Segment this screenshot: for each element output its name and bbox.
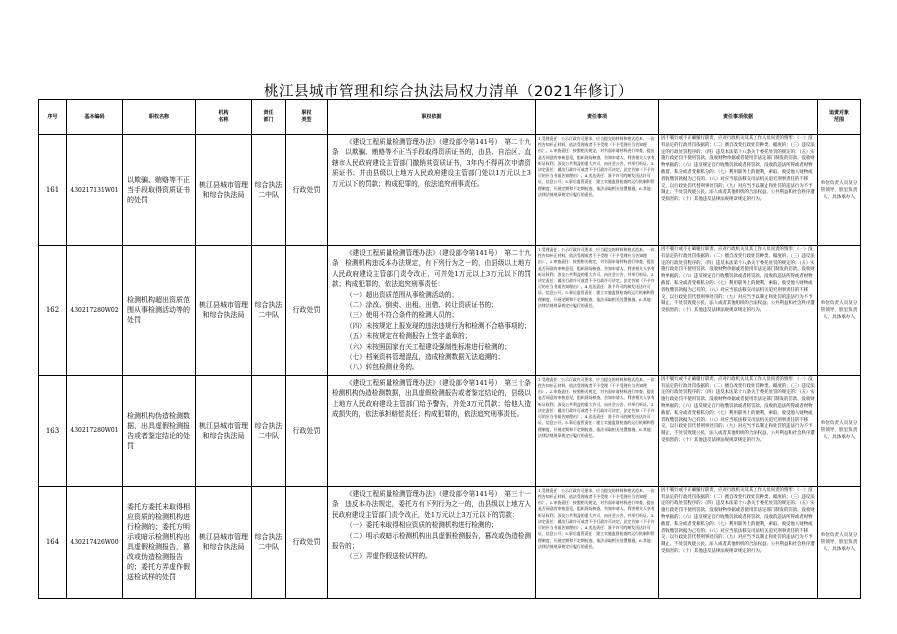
basis-line: （二）涂改、倒卖、出租、出借、转让资质证书的；: [346, 301, 498, 310]
cell-duty-basis: 因不履行或不正确履行职责，应对行政机关及其工作人员问责的情形：（一）没有法定的行政处罚依据的；（二）擅自改变行政处罚种类、幅度的；（三）违反法定的行政处罚程序的；（四）违反本法第十八条关于委托处罚的规定的；（五）实施行政处罚不使用罚款、没收财物单据或者使用非法定部门制发的罚款、没收财物单据的；（六）违反规定自行收缴罚款或者将罚款、没收的违法所得或者财物截留、私分或者变相私分的；（七）利用职务上的便利，索取、收受他人财物或者收缴罚款据为己有的；（八）对应当依法移交司法机关追究刑事责任的不移交，以行政处罚代替刑事处罚的；（九）对应当予以制止和处罚的违法行为不予制止、不处罚致使公民、法人或者其他组织的合法权益、公共利益和社会秩序遭受损害的；（十）其他违反法律法规规章规定的行为。: [659, 375, 818, 486]
basis-line: （六）未按照国家有关工程建设强制性标准进行检测的；: [346, 342, 511, 351]
cell-basis: [328, 246, 536, 376]
cell-org: 桃江县城市管理和综合执法局: [196, 375, 252, 486]
cell-seq: 164: [39, 486, 67, 598]
cell-code: 430217131W01: [67, 135, 123, 246]
cell-duty-basis: 因不履行或不正确履行职责，应对行政机关及其工作人员问责的情形：（一）没有法定的行政处罚依据的；（二）擅自改变行政处罚种类、幅度的；（三）违反法定的行政处罚程序的；（四）违反本法第十八条关于委托处罚的规定的；（五）实施行政处罚不使用罚款、没收财物单据或者使用非法定部门制发的罚款、没收财物单据的；（六）违反规定自行收缴罚款或者将罚款、没收的违法所得或者财物截留、私分或者变相私分的；（七）利用职务上的便利，索取、收受他人财物或者收缴罚款据为己有的；（八）对应当依法移交司法机关追究刑事责任的不移交，以行政处罚代替刑事处罚的；（九）对应当予以制止和处罚的违法行为不予制止、不处罚致使公民、法人或者其他组织的合法权益、公共利益和社会秩序遭受损害的；（十）其他违反法律法规规章规定的行为。: [659, 246, 818, 376]
cell-org: 桃江县城市管理和综合执法局: [196, 246, 252, 376]
cell-name: 检测机构伪造检测数据，出具虚假检测报告或者鉴定结论的处罚: [123, 375, 196, 486]
cell-dept: 综合执法二中队: [252, 486, 286, 598]
header-type: 职权 类型: [286, 100, 328, 135]
basis-line: （八）转包检测业务的。: [346, 363, 419, 372]
cell-org: 桃江县城市管理和综合执法局: [196, 135, 252, 246]
basis-line: 《建设工程质量检测管理办法》（建设部令第141号） 第二十九条 检测机构违反本办法规定，有下列行为之一的，由县级以上地方人民政府建设主管部门责令改正，可并处1万元以上3万元以下的罚款；构成犯罪的，依法追究刑事责任：: [332, 249, 531, 289]
header-duty: 责任事项: [536, 100, 659, 135]
page-title: 桃江县城市管理和综合执法局权力清单（2021年修订）: [264, 84, 633, 100]
cell-code: 430217280W01: [67, 375, 123, 486]
cell-org: 桃江县城市管理和综合执法局: [196, 486, 252, 598]
table-header-row: [39, 100, 861, 135]
header-basis: 职权依据: [328, 100, 536, 135]
cell-subject: 单位负责人员及分管领导、股室负责人、具体承办人: [818, 486, 861, 598]
cell-basis: [328, 135, 536, 246]
header-code: 基本编码: [67, 100, 123, 135]
table-row: [39, 375, 861, 486]
cell-type: 行政处罚: [286, 246, 328, 376]
basis-line: （三）弄虚作假送检试样的。: [346, 552, 432, 561]
cell-duty: 1.受理责任：公示行政许可要求、应当提交的材料和格式范本，一次性告知补正材料，依法受理或者不予受理（不予受理应当告知理由）。2.审查责任：按照相关规定，对书面申请材料进行审查，提出是否同意的审核意见，组织现场核查，告知申请人、利害相关人享有听证权利；涉及公共利益的重大许可，向社会公告，并举行听证。3.决定责任：做出行政许可或者不予行政许可决定，法定告知（不予许可的应当书面告知理由）。4.送达责任：准予许可的制发送达许可证，信息公开。5.事后监管责任：建立实施监督检查的运行机制和管理制度，开展定期和不定期检查，依法采取相关处置措施。6.其他：法律法规规章规定应履行的责任。: [536, 135, 659, 246]
cell-name: 委托方委托未取得相应资质的检测机构进行检测的；委托方明示或暗示检测机构出具虚假检测报告，篡改或伪造检测报告的；委托方弄虚作假送检试样的处罚: [123, 486, 196, 598]
basis-line: （五）未按规定在检测报告上签字盖章的；: [346, 332, 472, 341]
basis-line: 《建设工程质量检测管理办法》（建设部令第141号） 第二十九条 以欺骗、贿赂等不正当手段取得资质证书的，由县、自治区、直辖市人民政府建设主管部门撤销其资质证书，3年内不得再次申请资质证书；并由县级以上地方人民政府建设主管部门处以1万元以上3万元以下的罚款；构成犯罪的，依法追究刑事责任。: [332, 138, 531, 188]
cell-subject: 单位负责人员及分管领导、股室负责人、具体承办人: [818, 375, 861, 486]
cell-duty: 1.受理责任：公示行政许可要求、应当提交的材料和格式范本，一次性告知补正材料，依法受理或者不予受理（不予受理应当告知理由）。2.审查责任：按照相关规定，对书面申请材料进行审查，提出是否同意的审核意见，组织现场核查，告知申请人、利害相关人享有听证权利；涉及公共利益的重大许可，向社会公告，并举行听证。3.决定责任：做出行政许可或者不予行政许可决定，法定告知（不予许可的应当书面告知理由）。4.送达责任：准予许可的制发送达许可证，信息公开。5.事后监管责任：建立实施监督检查的运行机制和管理制度，开展定期和不定期检查，依法采取相关处置措施。6.其他：法律法规规章规定应履行的责任。: [536, 375, 659, 486]
cell-basis: [328, 375, 536, 486]
basis-line: （一）超出资质范围从事检测活动的；: [346, 290, 459, 299]
cell-duty-basis: 因不履行或不正确履行职责，应对行政机关及其工作人员问责的情形：（一）没有法定的行政处罚依据的；（二）擅自改变行政处罚种类、幅度的；（三）违反法定的行政处罚程序的；（四）违反本法第十八条关于委托处罚的规定的；（五）实施行政处罚不使用罚款、没收财物单据或者使用非法定部门制发的罚款、没收财物单据的；（六）违反规定自行收缴罚款或者将罚款、没收的违法所得或者财物截留、私分或者变相私分的；（七）利用职务上的便利，索取、收受他人财物或者收缴罚款据为己有的；（八）对应当依法移交司法机关追究刑事责任的不移交，以行政处罚代替刑事处罚的；（九）对应当予以制止和处罚的违法行为不予制止、不处罚致使公民、法人或者其他组织的合法权益、公共利益和社会秩序遭受损害的；（十）其他违反法律法规规章规定的行为。: [659, 486, 818, 598]
cell-type: 行政处罚: [286, 486, 328, 598]
cell-duty: 1.受理责任：公示行政许可要求、应当提交的材料和格式范本，一次性告知补正材料，依法受理或者不予受理（不予受理应当告知理由）。2.审查责任：按照相关规定，对书面申请材料进行审查，提出是否同意的审核意见，组织现场核查，告知申请人、利害相关人享有听证权利；涉及公共利益的重大许可，向社会公告，并举行听证。3.决定责任：做出行政许可或者不予行政许可决定，法定告知（不予许可的应当书面告知理由）。4.送达责任：准予许可的制发送达许可证，信息公开。5.事后监管责任：建立实施监督检查的运行机制和管理制度，开展定期和不定期检查，依法采取相关处置措施。6.其他：法律法规规章规定应履行的责任。: [536, 486, 659, 598]
basis-line: 《建设工程质量检测管理办法》（建设部令第141号） 第三十一条 违反本办法规定，委托方有下列行为之一的，由县级以上地方人民政府建设主管部门责令改正，处1万元以上3万元以下的罚款：: [332, 489, 531, 519]
header-dept: 责任 部门: [252, 100, 286, 135]
power-list-table: [38, 99, 861, 599]
cell-dept: 综合执法二中队: [252, 246, 286, 376]
cell-duty: 1.受理责任：公示行政许可要求、应当提交的材料和格式范本，一次性告知补正材料，依法受理或者不予受理（不予受理应当告知理由）。2.审查责任：按照相关规定，对书面申请材料进行审查，提出是否同意的审核意见，组织现场核查，告知申请人、利害相关人享有听证权利；涉及公共利益的重大许可，向社会公告，并举行听证。3.决定责任：做出行政许可或者不予行政许可决定，法定告知（不予许可的应当书面告知理由）。4.送达责任：准予许可的制发送达许可证，信息公开。5.事后监管责任：建立实施监督检查的运行机制和管理制度，开展定期和不定期检查，依法采取相关处置措施。6.其他：法律法规规章规定应履行的责任。: [536, 246, 659, 376]
cell-code: 430217426W00: [67, 486, 123, 598]
cell-name: 检测机构超出资质范围从事检测活动等的处罚: [123, 246, 196, 376]
cell-type: 行政处罚: [286, 375, 328, 486]
cell-subject: 单位负责人员及分管领导、股室负责人、具体承办人: [818, 246, 861, 376]
basis-line: （七）档案资料管理混乱，造成检测数据无法追溯的；: [346, 353, 505, 362]
basis-line: （二）明示或暗示检测机构出具虚假检测报告，篡改或伪造检测报告的；: [332, 531, 531, 550]
table-row: [39, 135, 861, 246]
header-org: 机构 名称: [196, 100, 252, 135]
header-seq: 序号: [39, 100, 67, 135]
cell-basis: [328, 486, 536, 598]
cell-seq: 162: [39, 246, 67, 376]
basis-line: （一）委托未取得相应资质的检测机构进行检测的；: [346, 521, 498, 530]
cell-dept: 综合执法二中队: [252, 135, 286, 246]
basis-line: （三）使用不符合条件的检测人员的；: [346, 311, 459, 320]
table-row: [39, 486, 861, 598]
cell-subject: 单位负责人员及分管领导、股室负责人、具体承办人: [818, 135, 861, 246]
header-subject: 追责对象 范围: [818, 100, 861, 135]
header-duty-basis: 责任事项依据: [659, 100, 818, 135]
basis-line: （四）未按规定上报发现的违法违规行为和检测不合格事项的；: [346, 321, 531, 330]
cell-seq: 163: [39, 375, 67, 486]
header-name: 职权名称: [123, 100, 196, 135]
cell-name: 以欺骗、贿赂等不正当手段取得资质证书的处罚: [123, 135, 196, 246]
cell-type: 行政处罚: [286, 135, 328, 246]
table-row: [39, 246, 861, 376]
cell-dept: 综合执法二中队: [252, 375, 286, 486]
basis-line: 《建设工程质量检测管理办法》（建设部令第141号） 第三十条 检测机构伪造检测数据，出具虚假检测报告或者鉴定结论的，县级以上地方人民政府建设主管部门给予警告，并处3万元罚款；给他人造成损失的，依法承担赔偿责任；构成犯罪的，依法追究刑事责任。: [332, 378, 538, 419]
cell-duty-basis: 因不履行或不正确履行职责，应对行政机关及其工作人员问责的情形：（一）没有法定的行政处罚依据的；（二）擅自改变行政处罚种类、幅度的；（三）违反法定的行政处罚程序的；（四）违反本法第十八条关于委托处罚的规定的；（五）实施行政处罚不使用罚款、没收财物单据或者使用非法定部门制发的罚款、没收财物单据的；（六）违反规定自行收缴罚款或者将罚款、没收的违法所得或者财物截留、私分或者变相私分的；（七）利用职务上的便利，索取、收受他人财物或者收缴罚款据为己有的；（八）对应当依法移交司法机关追究刑事责任的不移交，以行政处罚代替刑事处罚的；（九）对应当予以制止和处罚的违法行为不予制止、不处罚致使公民、法人或者其他组织的合法权益、公共利益和社会秩序遭受损害的；（十）其他违反法律法规规章规定的行为。: [659, 135, 818, 246]
cell-code: 430217280W02: [67, 246, 123, 376]
cell-seq: 161: [39, 135, 67, 246]
